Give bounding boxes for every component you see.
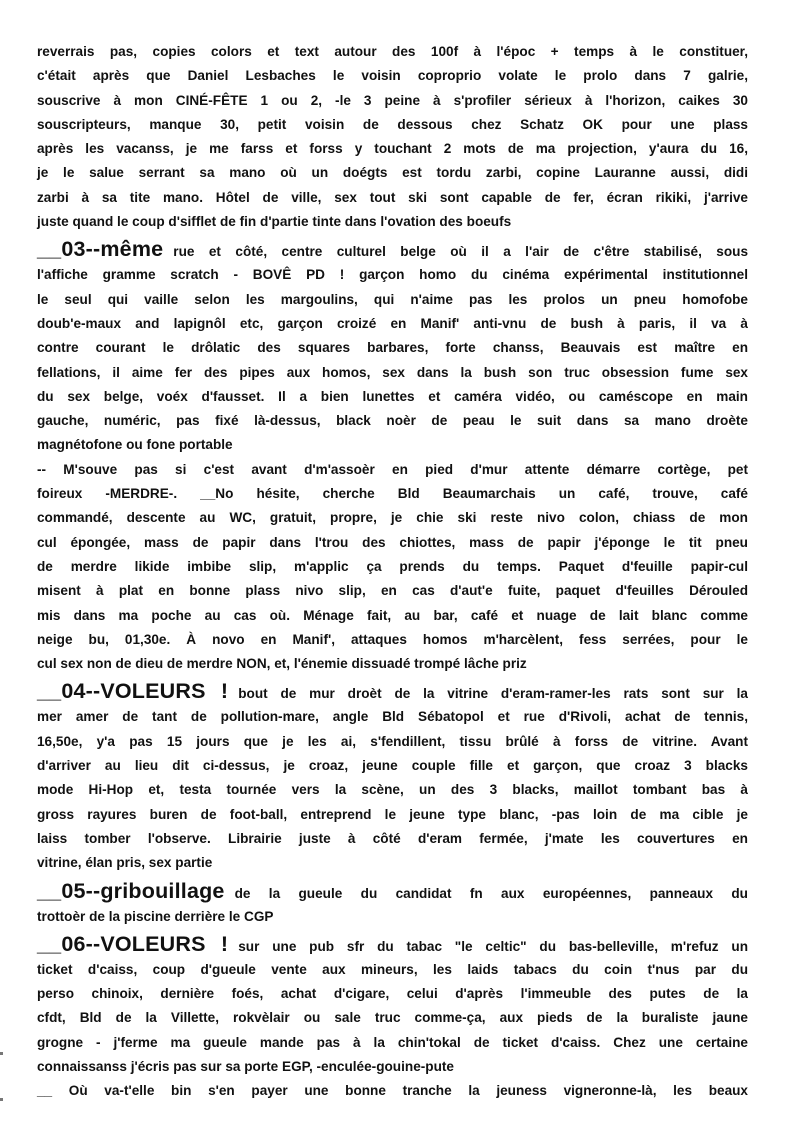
text-line: -- M'souve pas si c'est avant d'm'assoèr en pied d'mur attente démarre cortège, pet: [37, 461, 748, 477]
section-04-heading: __04--VOLEURS !: [37, 679, 229, 704]
section-05-first-line: [37, 876, 748, 905]
text-line: perso chinoix, dernière foés, achat d'cigare, celui d'après l'immeuble des putes de la: [37, 986, 748, 1002]
text-line: cfdt, Bld de la Villette, rokvèlair ou sale truc comme-ça, aux pieds de la buraliste jaune: [37, 1010, 748, 1026]
text-line: cul sex non de dieu de merdre NON, et, l'énemie dissuadé trompé lâche priz: [37, 656, 527, 672]
text-line: juste quand le coup d'sifflet de fin d'partie tinte dans l'ovation des boeufs: [37, 214, 512, 230]
text-line: connaissanss j'écris pas sur sa porte EGP, -enculée-gouine-pute: [37, 1058, 454, 1074]
section-03-heading: __03--même: [37, 237, 164, 262]
text-line: commandé, descente au WC, gratuit, propre, je chie ski reste nivo colon, chiass de mon: [37, 510, 748, 526]
section-04-first-line: [37, 676, 748, 705]
section-06-heading: __06--VOLEURS !: [37, 931, 229, 956]
text-line: reverrais pas, copies colors et text autour des 100f à l'époc + temps à le constituer,: [37, 44, 748, 59]
text-line: souscrive à mon CINÉ-FÊTE 1 ou 2, -le 3 peine à s'profiler sérieux à l'horizon, caikes 30: [37, 92, 748, 108]
section-06-first-line: [37, 929, 748, 958]
text-line: de merdre likide imbibe slip, m'applic ça prends du temps. Paquet d'feuille papir-cul: [37, 558, 748, 574]
text-line: contre courant le drôlatic des squares barbares, forte chanss, Beauvais est maître en: [37, 340, 748, 356]
text-line: d'arriver au lieu dit ci-dessus, je croaz, jeune couple fille et garçon, que croaz 3 blacks: [37, 758, 748, 774]
text-line: souscripteurs, manque 30, petit voisin de dessous chez Schatz OK pour une plass: [37, 116, 748, 132]
text-line: après les vacanss, je me farss et forss y touchant 2 mots de ma projection, y'aura du 16,: [37, 141, 748, 157]
section-03-lead-text: rue et côté, centre culturel belge où il a l'air de c'être stabilisé, sous: [173, 244, 748, 260]
text-line: mer amer de tant de pollution-mare, angle Bld Sébatopol et rue d'Rivoli, achat de tennis,: [37, 709, 748, 725]
text-line: trottoèr de la piscine derrière le CGP: [37, 908, 274, 924]
text-line: grogne - j'ferme ma gueule mande pas à la chin'tokal de ticket d'caiss. Chez une certaine: [37, 1034, 748, 1050]
text-line: mode Hi-Hop et, testa tournée vers la scène, un des 3 blacks, maillot tombant bas à: [37, 782, 748, 798]
section-05-lead-text: de la gueule du candidat fn aux européennes, panneaux du: [234, 885, 748, 901]
text-line: misent à plat en bonne plass nivo slip, en cas d'aut'e fuite, paquet d'feuilles Dérouled: [37, 583, 748, 599]
scan-speck: [0, 1098, 3, 1101]
text-line: mis dans ma poche au cas où. Ménage fait, au bar, café et nuage de lait blanc comme: [37, 607, 748, 623]
section-03-first-line: [37, 234, 748, 263]
text-line: foireux -MERDRE-. __No hésite, cherche Bld Beaumarchais un café, trouve, café: [37, 486, 748, 502]
text-line: le seul qui vaille selon les margoulins, qui n'aime pas les prolos un pneu homofobe: [37, 291, 748, 307]
text-line: ticket d'caiss, coup d'gueule vente aux mineurs, les laids tabacs du coin t'nus par du: [37, 961, 748, 977]
text-line: du sex belge, voéx d'fausset. Il a bien lunettes et caméra vidéo, ou caméscope en main: [37, 388, 748, 404]
text-line: vitrine, élan pris, sex partie: [37, 855, 213, 871]
text-line: doub'e-maux and lapignôl etc, garçon croizé en Manif' anti-vnu de bush à paris, il va à: [37, 315, 748, 331]
text-line: zarbi à sa tite mano. Hôtel de ville, sex tout ski sont capable de fer, écran rikiki, j'arrive: [37, 189, 748, 205]
section-04-lead-text: bout de mur droèt de la vitrine d'eram-ramer-les rats sont sur la: [238, 686, 748, 702]
text-line: cul épongée, mass de papir dans l'trou des chiottes, mass de papir j'éponge le tit pneu: [37, 534, 748, 550]
text-line: fellations, il aime fer des pipes aux homos, sex dans la bush son truc obsession fume sex: [37, 364, 748, 380]
text-line: gross rayures buren de foot-ball, entreprend le jeune type blanc, -pas loin de ma cible je: [37, 806, 748, 822]
section-05-heading: __05--gribouillage: [37, 878, 225, 903]
section-06-lead-text: sur une pub sfr du tabac "le celtic" du bas-belleville, m'refuz un: [238, 938, 748, 954]
text-body: [37, 40, 748, 1104]
text-line: neige bu, 01,30e. À novo en Manif', attaques homos m'harcèlent, fess serrées, pour le: [37, 631, 748, 647]
text-line: __ Où va-t'elle bin s'en payer une bonne tranche la jeuness vigneronne-là, les beaux: [37, 1083, 748, 1099]
text-line: magnétofone ou fone portable: [37, 437, 233, 453]
text-line: l'affiche gramme scratch - BOVÊ PD ! garçon homo du cinéma expérimental institutionnel: [37, 267, 748, 283]
text-line: laiss tomber l'observe. Librairie juste à côté d'eram fermée, j'mate les couvertures en: [37, 830, 748, 846]
scan-speck: [0, 1052, 3, 1055]
text-line: gauche, numéric, pas fixé là-dessus, black noèr de peau le suit dans sa mano droète: [37, 413, 748, 429]
text-line: je le salue serrant sa mano où un doégts est tordu zarbi, copine Lauranne aussi, didi: [37, 165, 748, 181]
text-line: c'était après que Daniel Lesbaches le voisin coproprio volate le prolo dans 7 galrie,: [37, 68, 748, 84]
text-line: 16,50e, y'a pas 15 jours que je les ai, s'fendillent, tissu brûlé à forss de vitrine. Avant: [37, 733, 748, 749]
